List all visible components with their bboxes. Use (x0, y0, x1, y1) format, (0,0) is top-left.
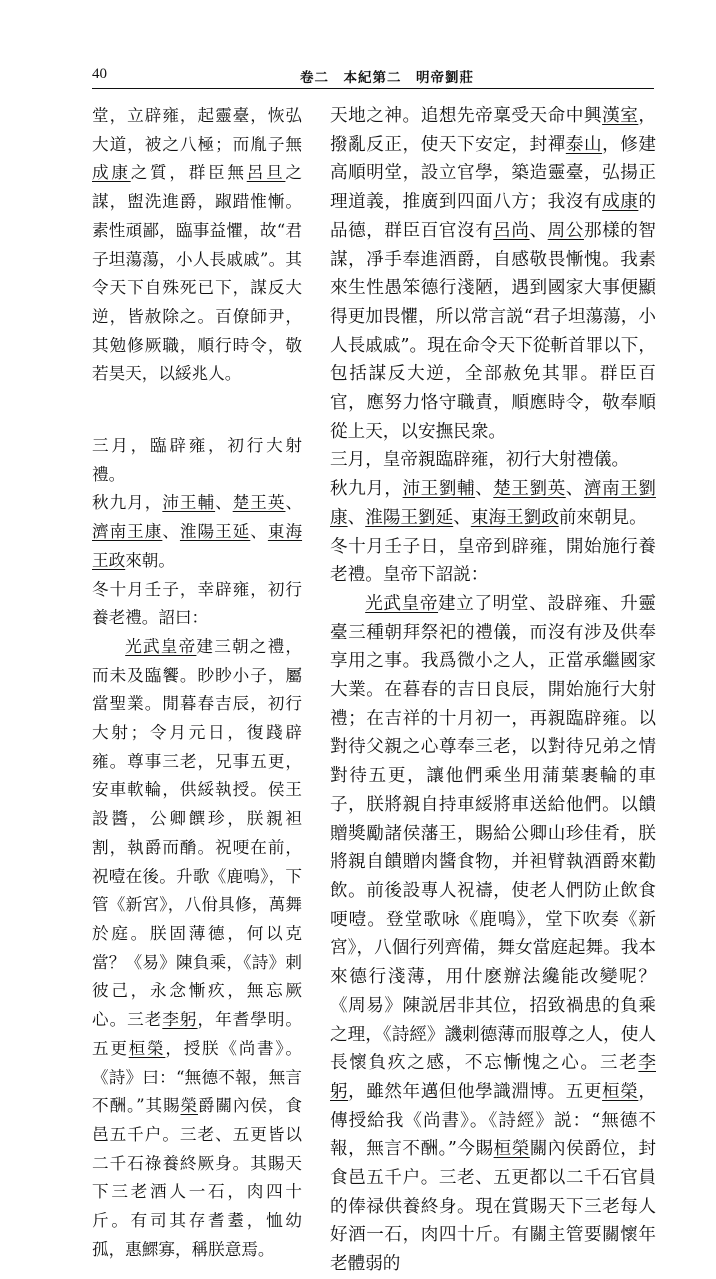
text-run: 秋九月， (330, 479, 403, 500)
proper-name: 光武皇帝 (365, 593, 439, 614)
edict-translation (330, 590, 656, 1279)
text-run: 之質，群臣無 (130, 163, 247, 183)
text-run: ，修建高順明堂，設立官學，築造靈臺，弘揚正理道義，推廣到四面八方；我沒有 (330, 134, 656, 213)
proper-name: 漢室 (602, 106, 639, 126)
paragraph-gap (92, 389, 302, 432)
proper-name: 呂尚 (493, 220, 530, 241)
text-run: 前來朝見。 (558, 507, 647, 528)
text-run: 冬十月壬子，幸辟雍，初行養老禮。詔曰： (92, 579, 302, 628)
proper-name: 東海王劉政 (470, 507, 559, 528)
winter-entry (92, 576, 302, 633)
proper-name: 李躬 (162, 1010, 198, 1030)
text-run: 天地之神。追想先帝稟受天命中興 (330, 106, 603, 126)
page-number: 40 (92, 66, 107, 82)
proper-name: 沛王劉輔 (402, 479, 476, 500)
text-run: 三月，臨辟雍，初行大射禮。 (92, 436, 302, 484)
proper-name: 桓榮 (493, 1139, 530, 1160)
text-run: ，雖然年邁但他學識淵博。五更 (348, 1081, 603, 1102)
text-run: 那樣的智謀，凈手奉進酒爵，自感敬畏慚愧。我素來生性愚笨德行淺陋，遇到國家大事便顯得更加畏懼，所以常言説“君子坦蕩蕩，小人長戚戚”。現在命令天下從斬首罪以下，包括謀反大逆，全部赦免其罪。群臣百官，應努力恪守職責，順應時令，敬奉順從上天，以安撫民衆。 (330, 220, 656, 442)
proper-name: 榮 (180, 1096, 198, 1116)
text-run: 關內侯爵位，封食邑五千户。三老、五更都以二千石官員的俸禄供養終身。現在賞賜天下三老每人好酒一石，肉四十斤。有關主管要關懷年老體弱的 (330, 1139, 656, 1275)
proper-name: 泰山 (565, 134, 603, 155)
text-run: ，年耆學明。五更 (92, 1010, 303, 1058)
text-run: 、 (285, 493, 303, 513)
text-run: 冬十月壬子日，皇帝到辟雍，開始施行養老禮。皇帝下詔説： (330, 536, 656, 586)
text-run: 、 (529, 220, 548, 241)
text-run: 爵關內侯，食邑五千户。三老、五更皆以二千石祿養終厥身。其賜天下三老酒人一石，肉四十斤。有司其存耆耋，恤幼孤，惠鰥寡，稱朕意焉。 (92, 1096, 302, 1259)
proper-name: 呂旦 (246, 163, 286, 183)
proper-name: 成康 (92, 163, 131, 183)
edict-text (92, 633, 302, 1264)
text-run: 建立了明堂、設辟雍、升靈臺三種朝拜祭祀的禮儀，而沒有涉及供奉享用之事。我爲微小之人，正當承繼國家大業。在暮春的吉日良辰，開始施行大射禮；在吉祥的十月初一，再親臨辟雍。以對待父親之心尊奉三老，以對待兄弟之情對待五更，讓他們乘坐用蒲葉裹輪的車子，朕將親自持車綏將車送給他們。以饋贈獎勵諸侯藩王，賜給公卿山珍佳肴，朕將親自饋贈肉醬食物，并袒臂執酒爵來勸飲。前後設專人祝禱，使老人們防止飲食哽噎。登堂歌咏《鹿鳴》，堂下吹奏《新宮》，八個行列齊備，舞女當庭起舞。我本來德行淺薄，用什麽辦法纔能改變呢？《周易》陳説居非其位，招致禍患的負乘之理，《詩經》譏刺德薄而服尊之人，使人長懷負疚之感，不忘慚愧之心。三老 (330, 593, 656, 1074)
proper-name: 淮陽王劉延 (365, 507, 454, 528)
text-run: 、 (565, 479, 584, 500)
proper-name: 周公 (547, 220, 584, 241)
proper-name: 濟南王劉康 (330, 479, 656, 528)
page-header (92, 64, 654, 88)
proper-name: 淮陽王延 (179, 522, 251, 542)
proper-name: 濟南王康 (92, 522, 163, 542)
text-run: 、 (250, 522, 268, 542)
text-run: 、 (475, 479, 494, 500)
text-run: 、 (453, 507, 471, 528)
proper-name: 桓榮 (602, 1081, 639, 1102)
text-run: 秋九月， (92, 493, 163, 513)
translation-column (330, 102, 656, 1279)
proper-name: 桓榮 (128, 1038, 166, 1058)
winter-translation (330, 533, 656, 590)
text-run: 的品德，群臣百官沒有 (330, 192, 656, 241)
edict-paragraph (92, 102, 302, 389)
text-run: 三月，皇帝親臨辟雍，初行大射禮儀。 (330, 450, 630, 471)
proper-name: 東海王政 (92, 522, 303, 570)
text-run: ，授朕《尚書》。《詩》曰：“無德不報，無言不酬。”其賜 (92, 1038, 303, 1116)
proper-name: 李躬 (330, 1053, 656, 1102)
text-run: 堂，立辟雍，起靈臺，恢弘大道，被之八極；而胤子無 (92, 106, 302, 154)
proper-name: 楚王英 (232, 493, 286, 513)
text-run: 、 (162, 522, 180, 542)
march-translation (330, 446, 656, 475)
text-run: ，撥亂反正，使天下安定，封禪 (330, 106, 656, 155)
proper-name: 光武皇帝 (125, 636, 197, 656)
translation-paragraph (330, 102, 656, 446)
text-run: ，傳授給我《尚書》。《詩經》説：“無德不報，無言不酬。”今賜 (330, 1081, 656, 1160)
text-run: 之謀，盥洗進爵，踧踖惟慚。素性頑鄙，臨事益懼，故“君子坦蕩蕩，小人長戚戚”。其令天下自殊死已下，謀反大逆，皆赦除之。百僚師尹，其勉修厥職，順行時令，敬若昊天，以綏兆人。 (92, 163, 303, 384)
autumn-translation (330, 475, 656, 532)
proper-name: 楚王劉英 (493, 479, 566, 500)
text-run: 建三朝之禮，而未及臨饗。眇眇小子，屬當聖業。閒暮春吉辰，初行大射；令月元日，復踐辟雍。尊事三老，兄事五更，安車軟輪，供綏執授。侯王設醬，公卿饌珍，朕親袒割，執爵而酳。祝哽在前，祝噎在後。升歌《鹿鳴》，下管《新宮》，八佾具修，萬舞於庭。朕固薄德，何以克當？《易》陳負乘，《詩》刺彼己，永念慚疚，無忘厥心。三老 (92, 636, 303, 1030)
text-run: 、 (347, 507, 366, 528)
autumn-entry (92, 489, 302, 575)
march-entry (92, 432, 302, 489)
text-run: 、 (215, 493, 233, 513)
running-title: 卷二 本紀第二 明帝劉莊 (300, 70, 474, 86)
original-text-column (92, 102, 302, 1264)
proper-name: 成康 (602, 192, 639, 213)
proper-name: 沛王輔 (162, 493, 216, 513)
text-run: 來朝。 (125, 550, 175, 570)
header-rule (92, 88, 654, 89)
